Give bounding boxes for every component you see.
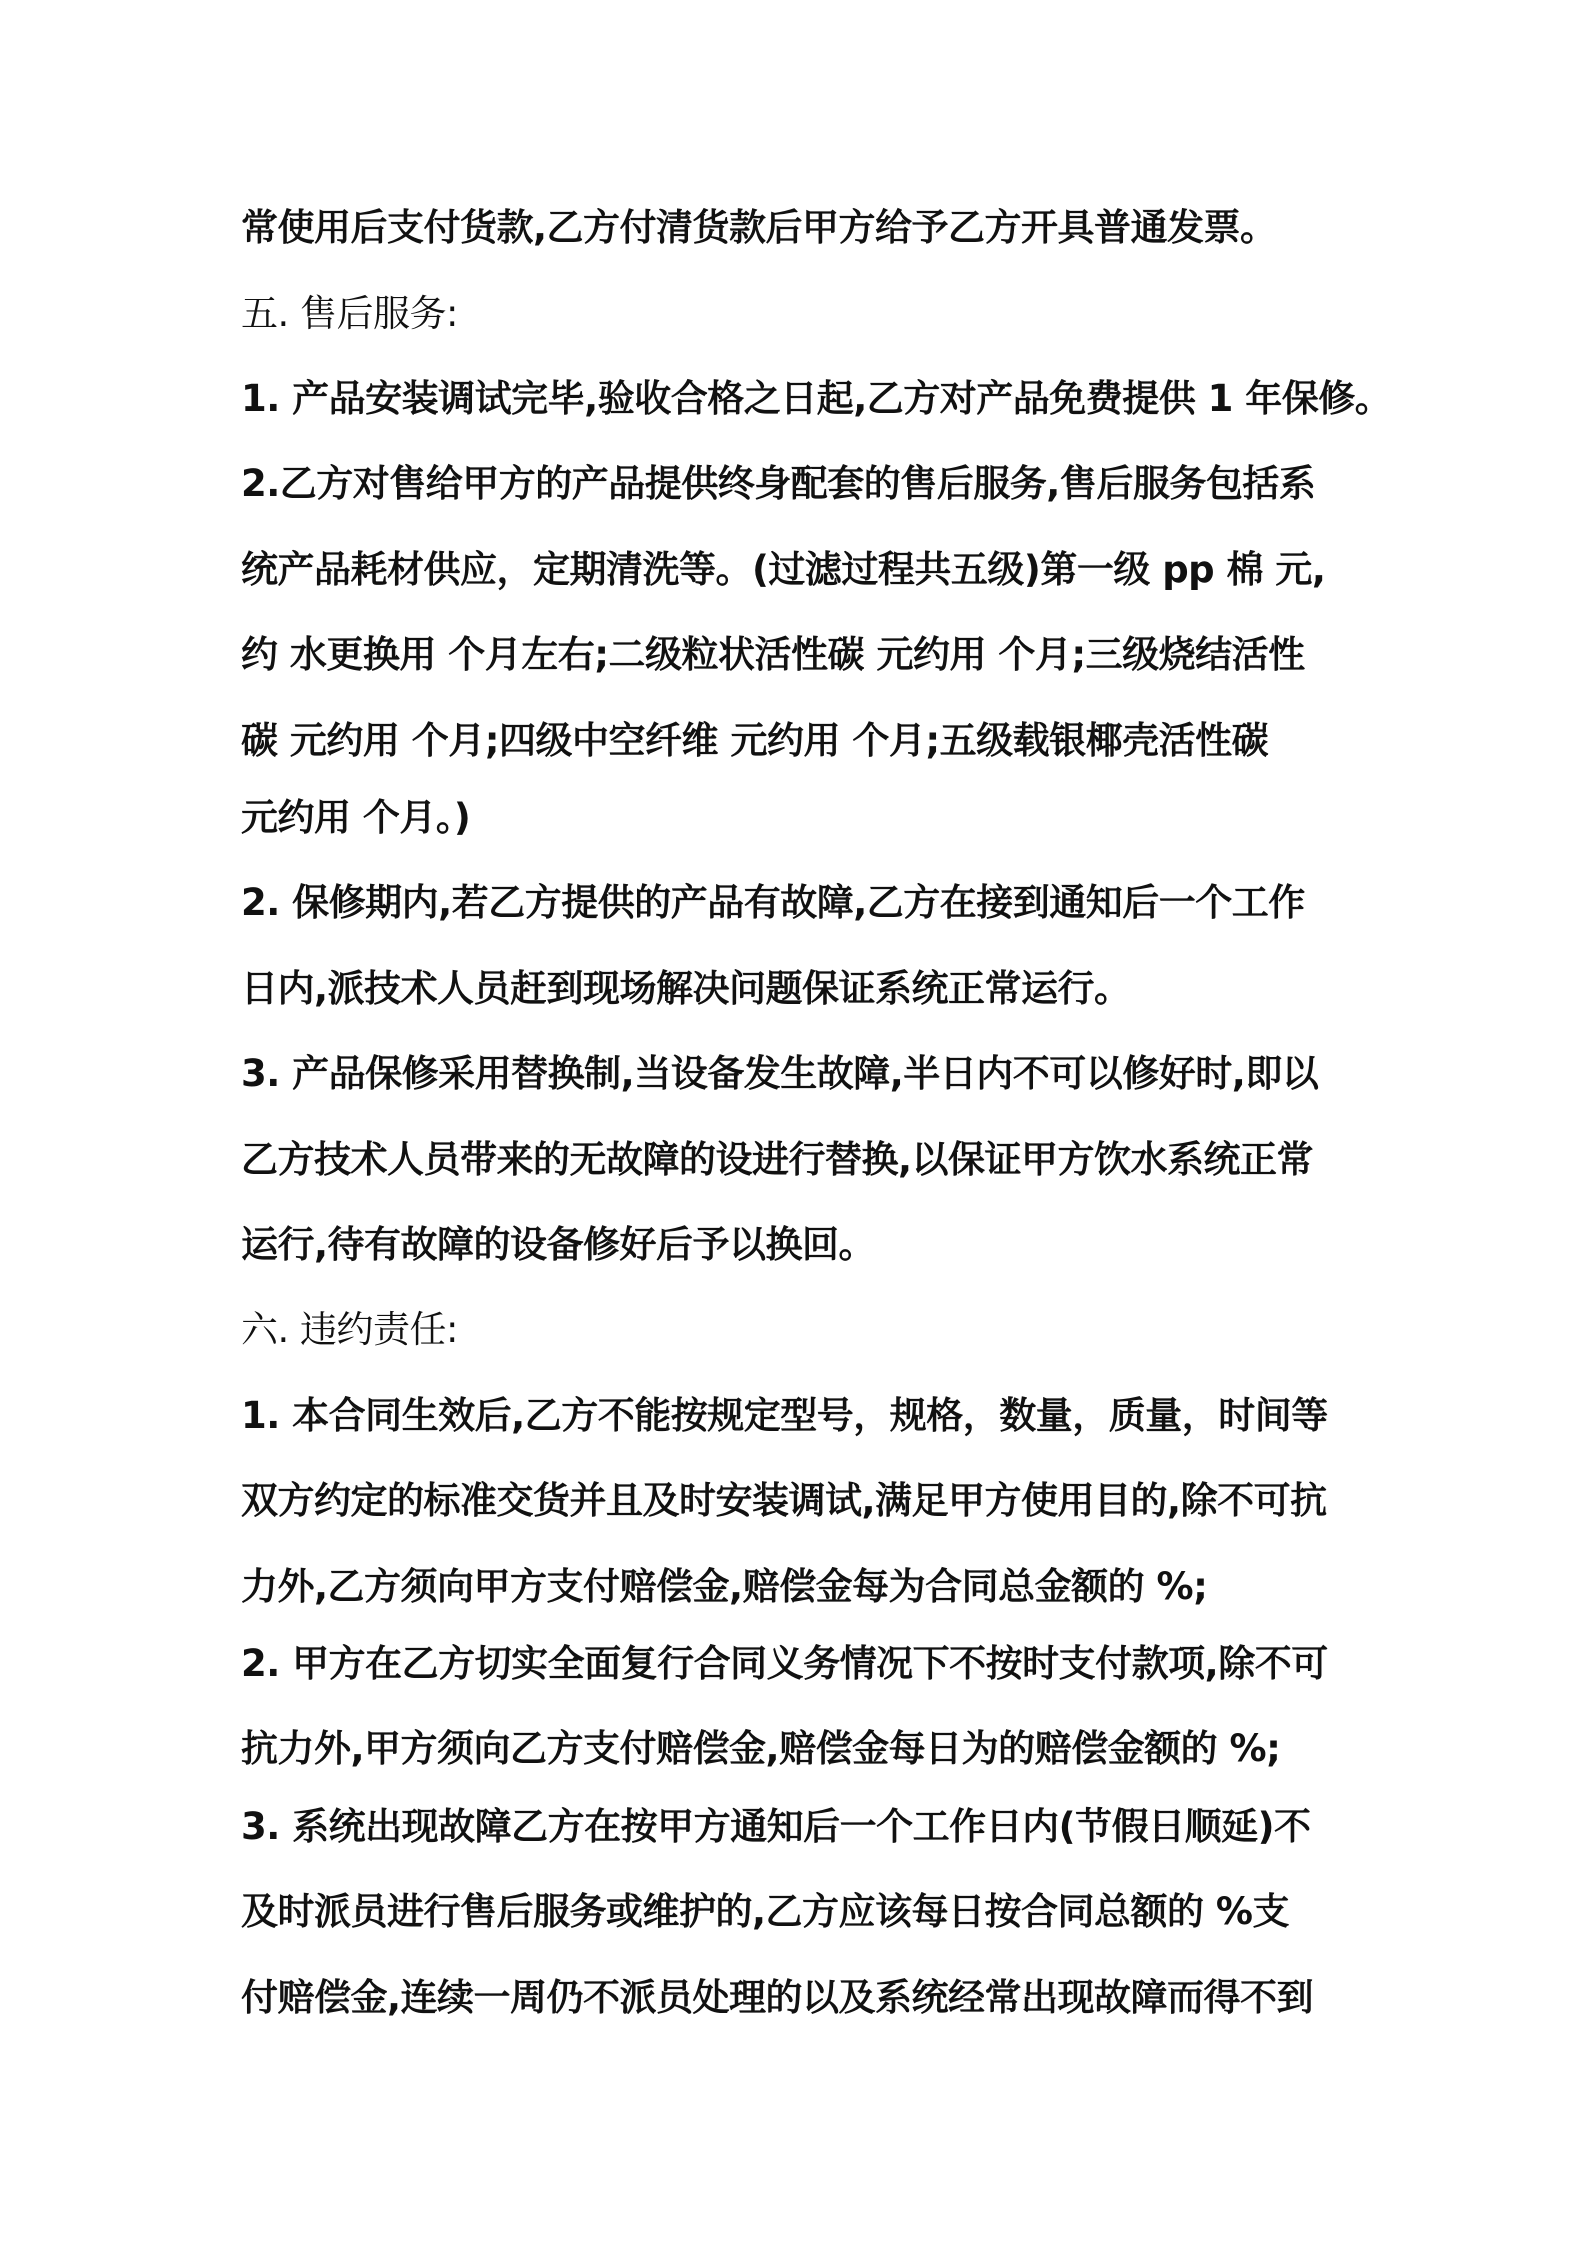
text-line: 抗力外,甲方须向乙方支付赔偿金,赔偿金每日为的赔偿金额的 %; bbox=[241, 1727, 1281, 1770]
text-line: 2. 甲方在乙方切实全面复行合同义务情况下不按时支付款项,除不可 bbox=[241, 1642, 1328, 1685]
section-heading-liability: 六. 违约责任: bbox=[241, 1308, 458, 1351]
text-line: 运行,待有故障的设备修好后予以换回。 bbox=[241, 1223, 876, 1266]
text-line: 3. 系统出现故障乙方在按甲方通知后一个工作日内(节假日顺延)不 bbox=[241, 1805, 1311, 1848]
text-line: 3. 产品保修采用替换制,当设备发生故障,半日内不可以修好时,即以 bbox=[241, 1052, 1319, 1095]
text-line: 双方约定的标准交货并且及时安装调试,满足甲方使用目的,除不可抗 bbox=[241, 1479, 1327, 1522]
text-line: 日内,派技术人员赶到现场解决问题保证系统正常运行。 bbox=[241, 967, 1131, 1010]
text-line: 及时派员进行售后服务或维护的,乙方应该每日按合同总额的 %支 bbox=[241, 1890, 1290, 1933]
text-line: 力外,乙方须向甲方支付赔偿金,赔偿金每为合同总金额的 %; bbox=[241, 1565, 1208, 1608]
text-line: 乙方技术人员带来的无故障的设进行替换,以保证甲方饮水系统正常 bbox=[241, 1138, 1314, 1181]
text-line: 1. 本合同生效后,乙方不能按规定型号，规格，数量，质量，时间等 bbox=[241, 1394, 1328, 1437]
section-heading-after-sales: 五. 售后服务: bbox=[241, 292, 458, 335]
text-line: 约 水更换用 个月左右;二级粒状活性碳 元约用 个月;三级烧结活性 bbox=[241, 633, 1305, 676]
text-line: 统产品耗材供应，定期清洗等。(过滤过程共五级)第一级 pp 棉 元, bbox=[241, 548, 1326, 591]
text-line: 常使用后支付货款,乙方付清货款后甲方给予乙方开具普通发票。 bbox=[241, 206, 1277, 249]
text-line: 2.乙方对售给甲方的产品提供终身配套的售后服务,售后服务包括系 bbox=[241, 462, 1316, 505]
text-line: 2. 保修期内,若乙方提供的产品有故障,乙方在接到通知后一个工作 bbox=[241, 881, 1305, 924]
text-line: 碳 元约用 个月;四级中空纤维 元约用 个月;五级载银椰壳活性碳 bbox=[241, 719, 1269, 762]
text-line: 1. 产品安装调试完毕,验收合格之日起,乙方对产品免费提供 1 年保修。 bbox=[241, 377, 1392, 420]
text-line: 元约用 个月。) bbox=[241, 796, 471, 839]
text-line: 付赔偿金,连续一周仍不派员处理的以及系统经常出现故障而得不到 bbox=[241, 1976, 1314, 2019]
